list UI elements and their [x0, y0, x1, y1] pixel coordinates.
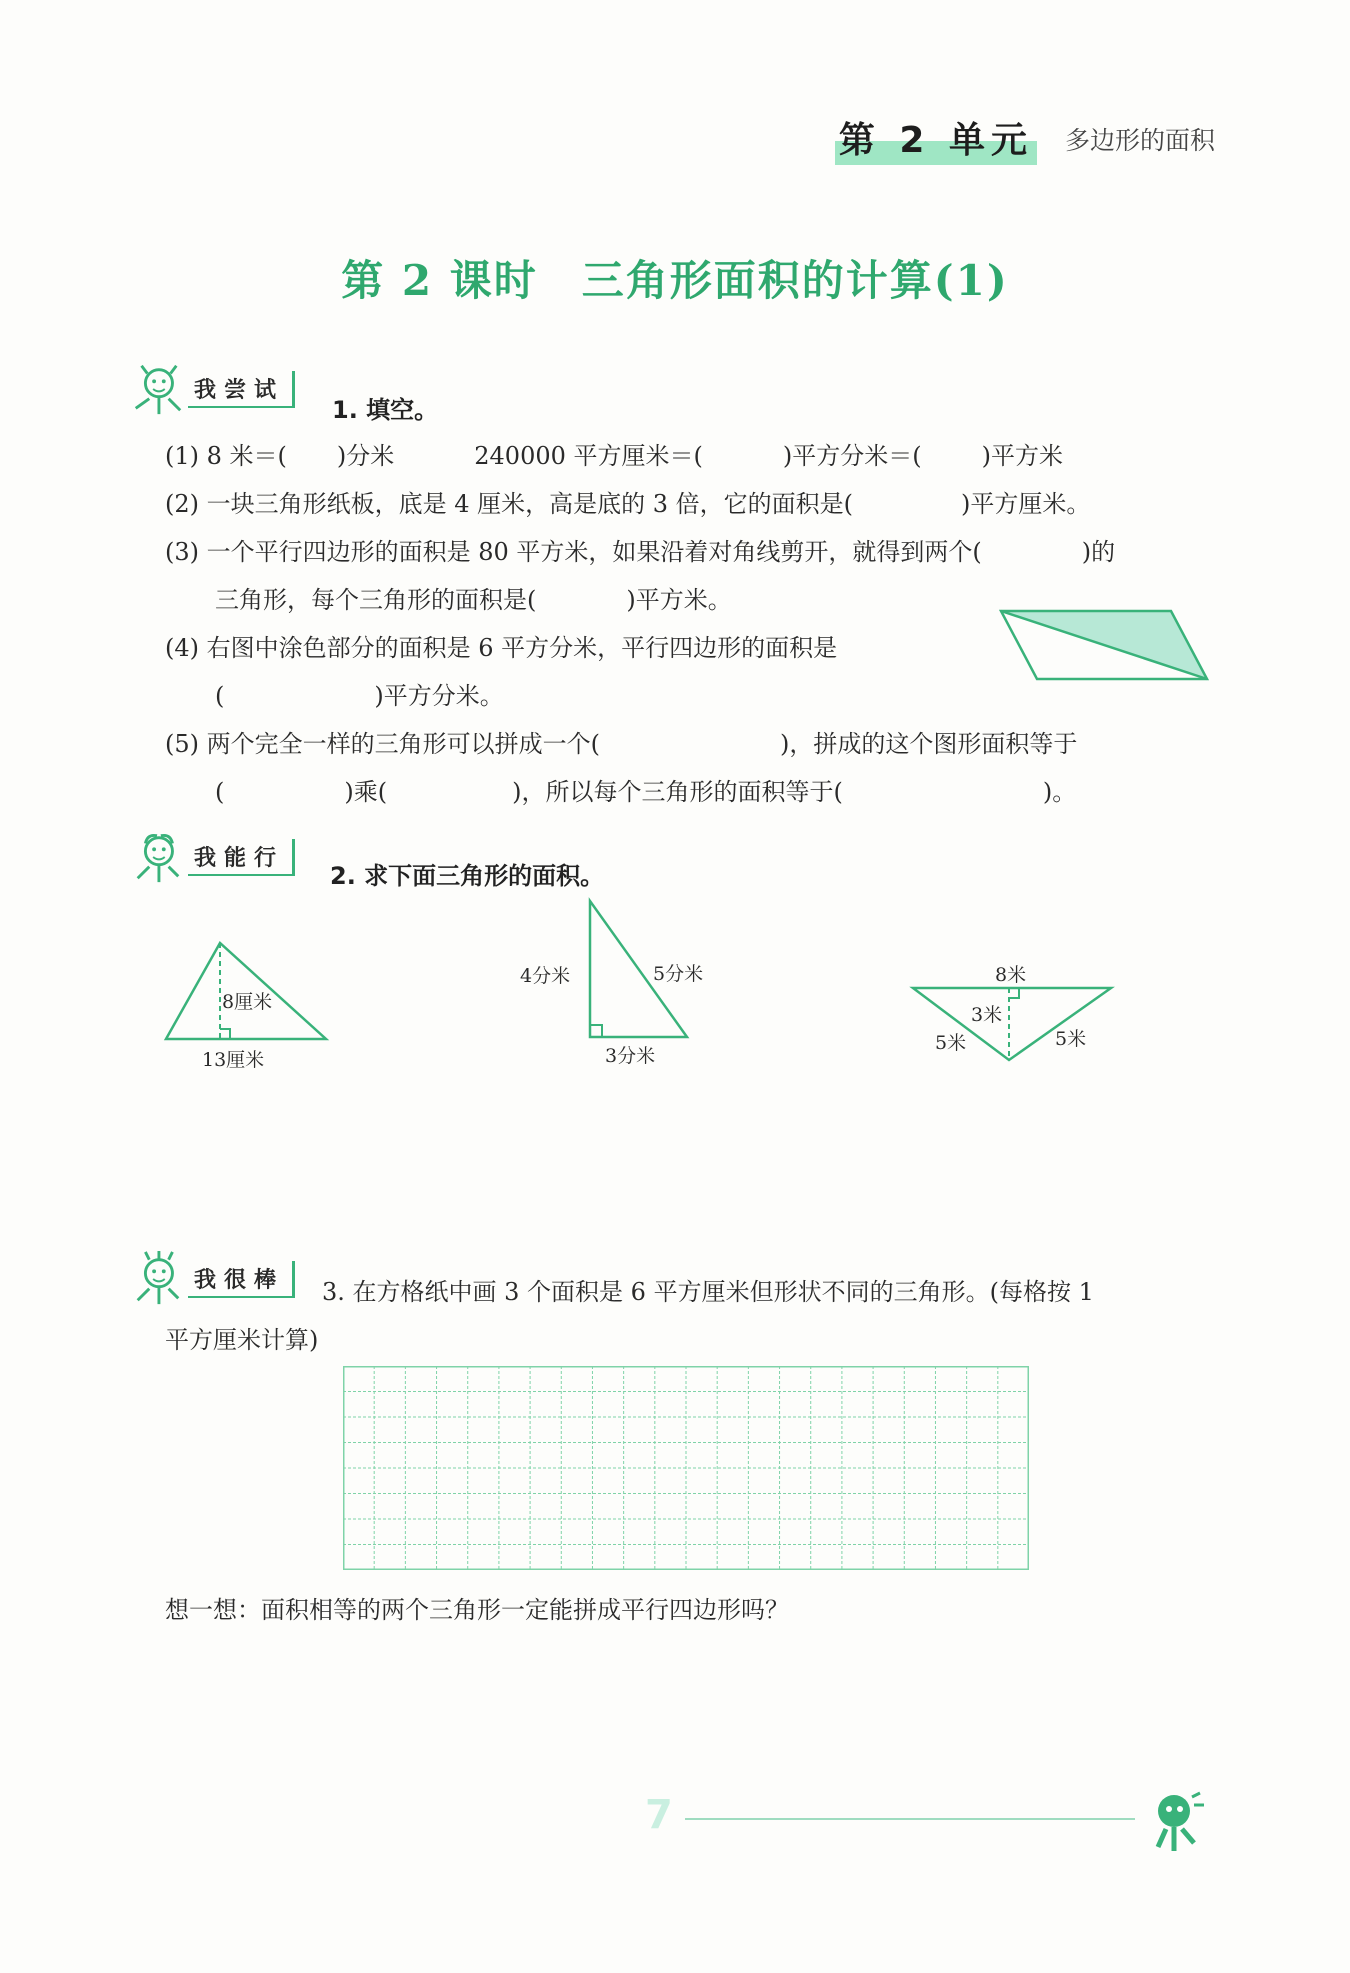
question-3-cont: 平方厘米计算): [165, 1326, 319, 1354]
triangle-figure-3: [905, 960, 1125, 1070]
fill-item-1: (1) 8 米＝( )分米 240000 平方厘米＝( )平方分米＝( )平方米: [165, 442, 1063, 470]
lesson-topic: 三角形面积的计算(1): [581, 256, 1009, 305]
section-tag-can: [128, 828, 295, 886]
section-tag-try: [128, 360, 295, 418]
page-number: 7: [645, 1792, 673, 1838]
question-1: 1. 填空。: [332, 396, 439, 424]
label-hypotenuse: 5分米: [653, 963, 704, 985]
unit-title: 第 2 单元: [835, 112, 1037, 165]
lesson-number: 第 2 课时: [341, 256, 538, 305]
fill-item-3: (3) 一个平行四边形的面积是 80 平方米，如果沿着对角线剪开，就得到两个( )的: [165, 538, 1116, 566]
parallelogram-figure: [995, 605, 1215, 685]
fill-item-4: (4) 右图中涂色部分的面积是 6 平方分米，平行四边形的面积是: [165, 634, 838, 662]
triangle-figure-2: [515, 895, 715, 1075]
think-question: 想一想：面积相等的两个三角形一定能拼成平行四边形吗？: [165, 1596, 789, 1624]
footer-line: [685, 1818, 1135, 1820]
fill-item-3-cont: 三角形，每个三角形的面积是( )平方米。: [215, 586, 732, 614]
tag-label: 我尝试: [188, 371, 295, 408]
question-3: 3. 在方格纸中画 3 个面积是 6 平方厘米但形状不同的三角形。(每格按 1: [322, 1278, 1094, 1306]
question-2: 2. 求下面三角形的面积。: [330, 862, 605, 890]
label-height: 8厘米: [222, 991, 273, 1013]
mascot-icon: [128, 828, 186, 886]
fill-item-5: (5) 两个完全一样的三角形可以拼成一个( )，拼成的这个图形面积等于: [165, 730, 1078, 758]
triangle-figure-1: [160, 935, 340, 1075]
label-base: 13厘米: [202, 1049, 265, 1071]
label-top: 8米: [995, 964, 1027, 986]
label-left-side: 4分米: [520, 965, 571, 987]
fill-item-4-cont: ( )平方分米。: [215, 682, 504, 710]
grid-paper[interactable]: [343, 1366, 1029, 1570]
label-height: 3米: [971, 1004, 1003, 1026]
mascot-footer-icon: [1140, 1785, 1210, 1855]
fill-item-5-cont: ( )乘( )，所以每个三角形的面积等于( )。: [215, 778, 1077, 806]
tag-label: 我能行: [188, 839, 295, 876]
unit-subtitle: 多边形的面积: [1064, 125, 1215, 155]
mascot-icon: [128, 360, 186, 418]
label-right-side: 5米: [1055, 1028, 1087, 1050]
section-tag-great: [128, 1250, 295, 1308]
fill-item-2: (2) 一块三角形纸板，底是 4 厘米，高是底的 3 倍，它的面积是( )平方厘米。: [165, 490, 1091, 518]
label-left-side: 5米: [935, 1032, 967, 1054]
label-base: 3分米: [605, 1045, 656, 1067]
lesson-title: [0, 248, 1350, 308]
unit-header: [835, 112, 1215, 165]
tag-label: 我很棒: [188, 1261, 295, 1298]
mascot-icon: [128, 1250, 186, 1308]
